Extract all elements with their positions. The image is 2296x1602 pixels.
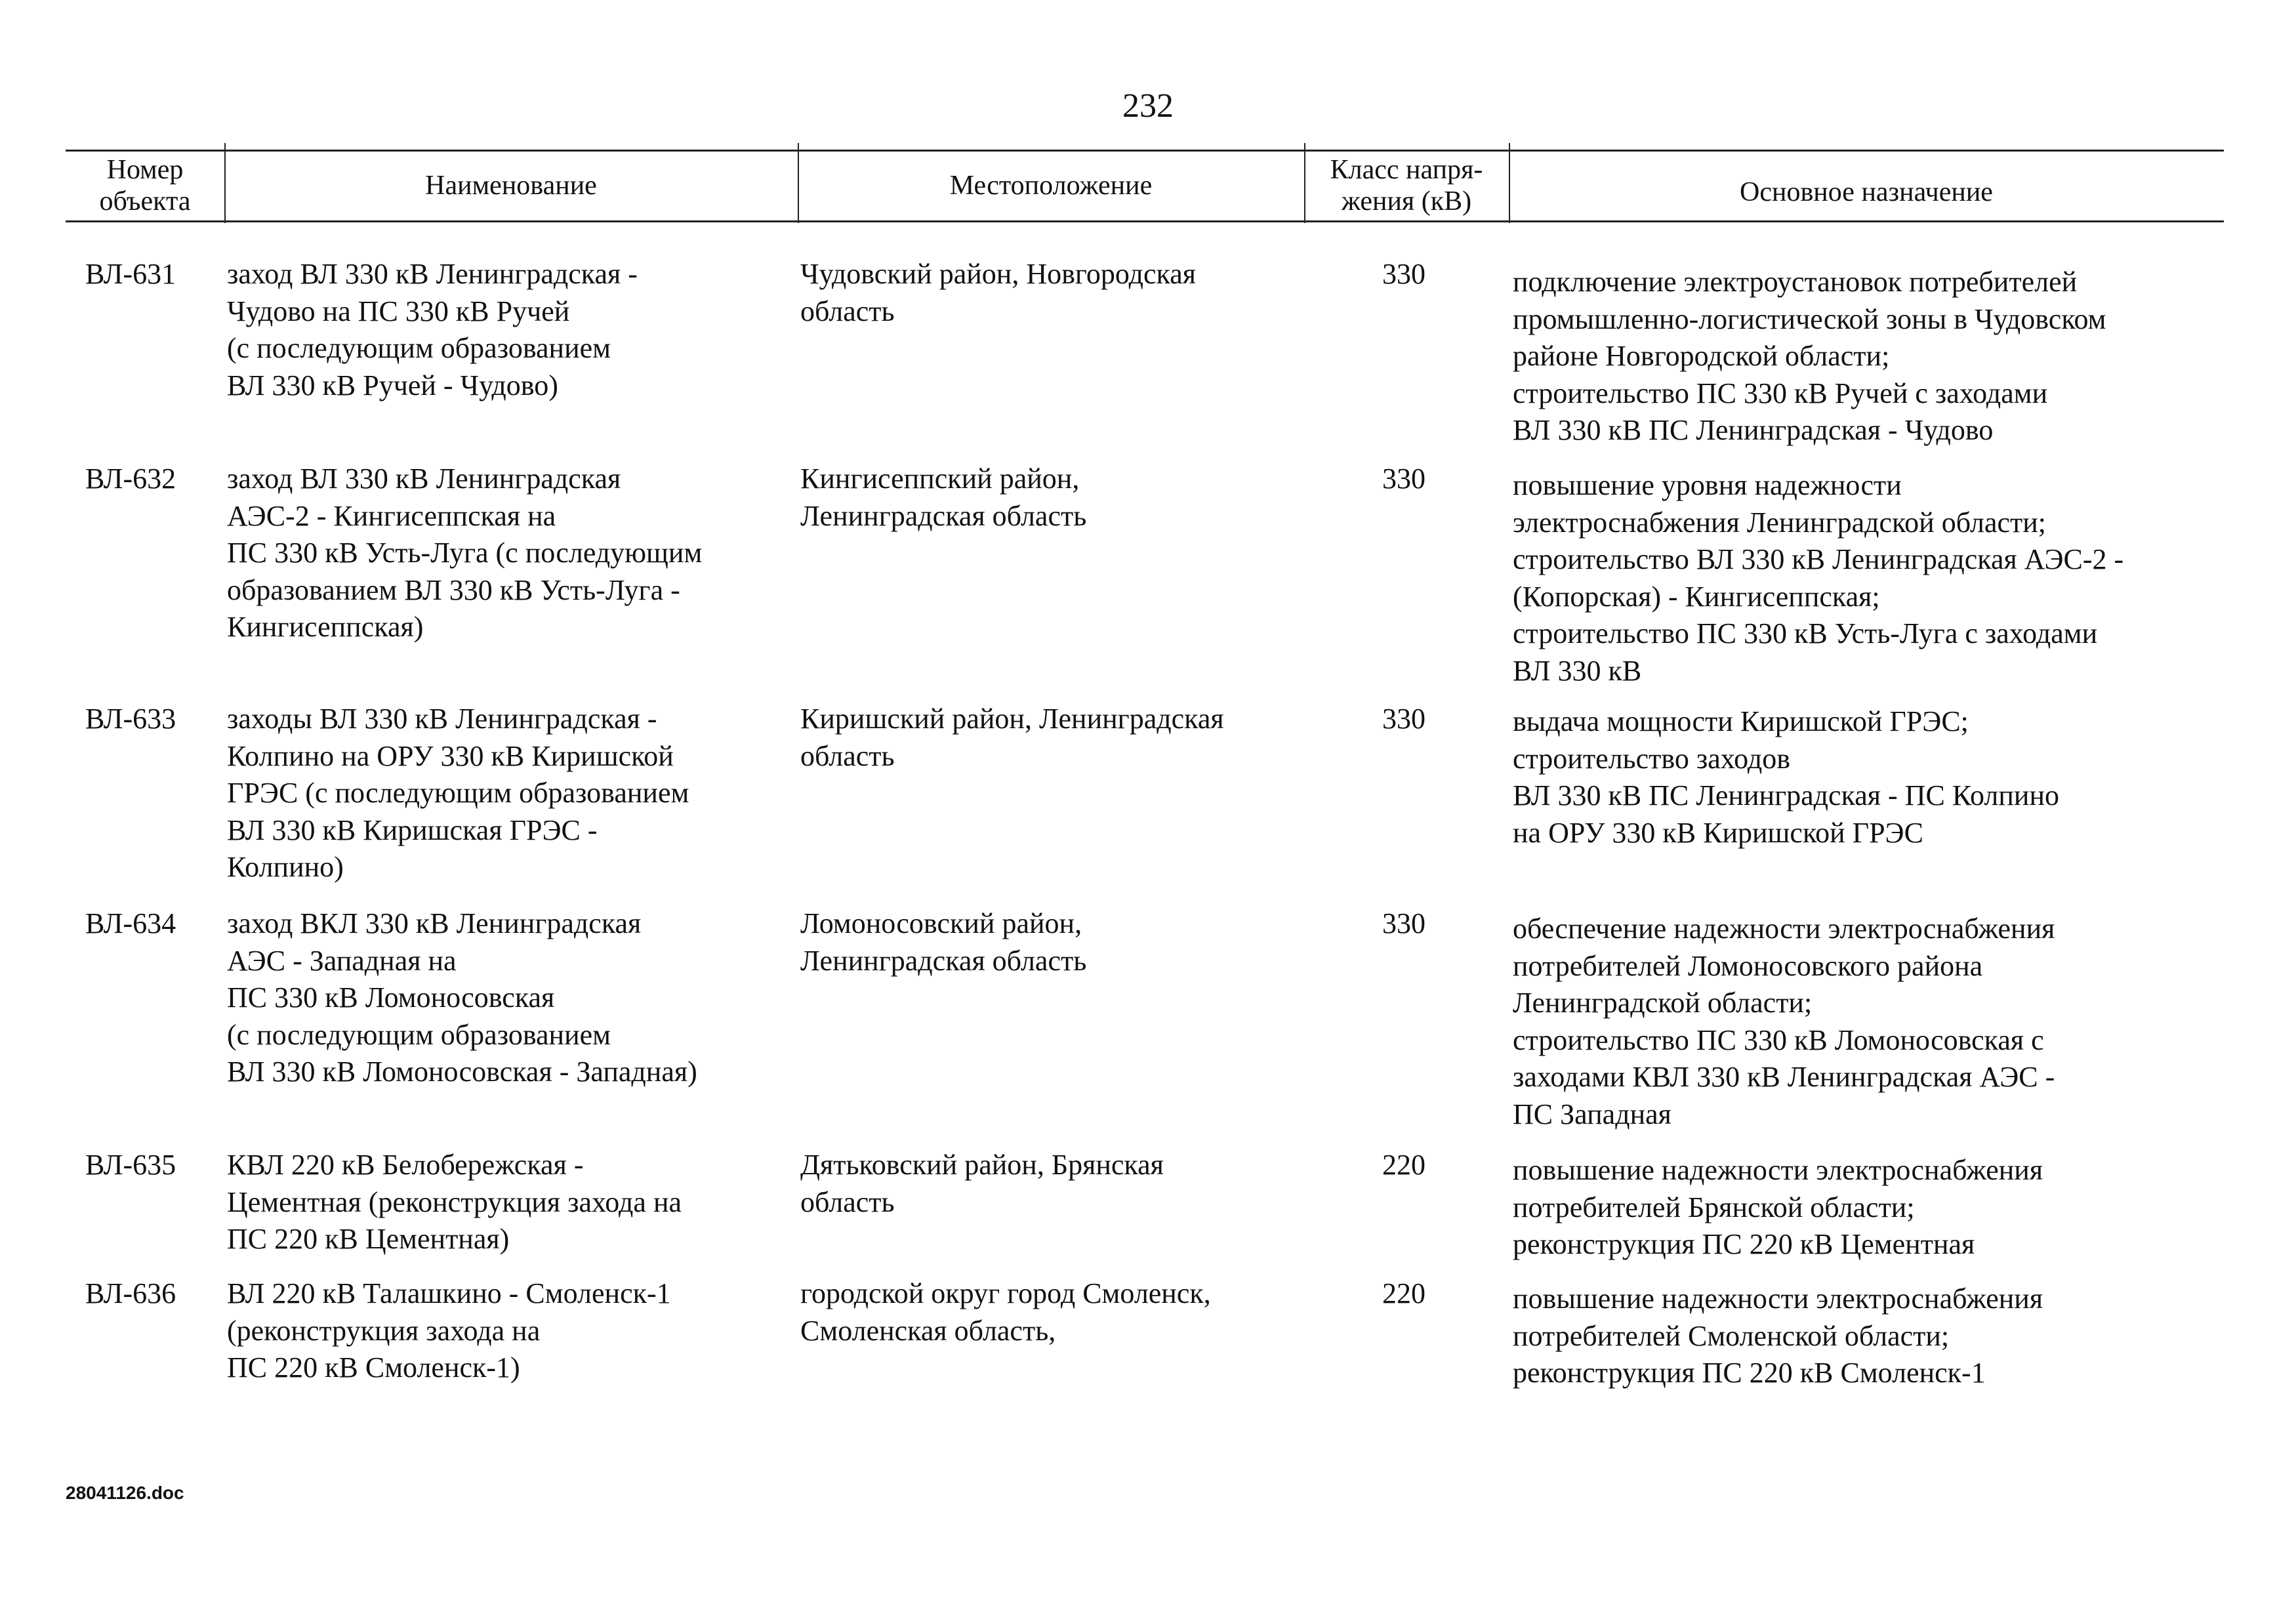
document-filename: 28041126.doc bbox=[66, 1483, 184, 1503]
row-location: Киришский район, Ленинградская область bbox=[800, 703, 1224, 772]
row-voltage: 330 bbox=[1382, 703, 1425, 735]
row-number: ВЛ-632 bbox=[85, 462, 176, 495]
row-number: ВЛ-633 bbox=[85, 703, 176, 735]
row-voltage: 220 bbox=[1382, 1149, 1425, 1181]
page-number: 232 bbox=[1122, 87, 1174, 125]
header-location: Местоположение bbox=[949, 171, 1153, 201]
row-number: ВЛ-631 bbox=[85, 258, 176, 290]
row-purpose: повышение надежности электроснабжения потребителей Брянской области; реконструкция ПС 220 кВ Цементная bbox=[1513, 1154, 2043, 1260]
row-purpose: подключение электроустановок потребителей промышленно-логистической зоны в Чудовском районе Новгородской области; строительство ПС 330 кВ Ручей с заходами ВЛ 330 кВ ПС Ленинградская - Чудово bbox=[1513, 266, 2106, 446]
row-voltage: 330 bbox=[1382, 907, 1425, 939]
row-name: ВЛ 220 кВ Талашкино - Смоленск-1 (реконструкция захода на ПС 220 кВ Смоленск-1) bbox=[227, 1277, 671, 1384]
row-location: Чудовский район, Новгородская область bbox=[800, 258, 1196, 327]
row-number: ВЛ-635 bbox=[85, 1149, 176, 1181]
row-name: заход ВКЛ 330 кВ Ленинградская АЭС - Западная на ПС 330 кВ Ломоносовская (с последующим образованием ВЛ 330 кВ Ломоносовская - Западная) bbox=[227, 907, 697, 1088]
row-voltage: 220 bbox=[1382, 1277, 1425, 1309]
row-purpose: повышение уровня надежности электроснабжения Ленинградской области; строительство ВЛ 330 кВ Ленинградская АЭС-2 - (Копорская) - Кингисеппская; строительство ПС 330 кВ Усть-Луга с заходами ВЛ 330 кВ bbox=[1513, 469, 2124, 687]
row-voltage: 330 bbox=[1382, 462, 1425, 495]
row-purpose: выдача мощности Киришской ГРЭС; строительство заходов ВЛ 330 кВ ПС Ленинградская - ПС Колпино на ОРУ 330 кВ Киришской ГРЭС bbox=[1513, 705, 2059, 849]
row-purpose: обеспечение надежности электроснабжения потребителей Ломоносовского района Ленинградской области; строительство ПС 330 кВ Ломоносовская с заходами КВЛ 330 кВ Ленинградская АЭС - ПС Западная bbox=[1513, 913, 2055, 1130]
header-purpose: Основное назначение bbox=[1740, 177, 1993, 207]
row-location: Кингисеппский район, Ленинградская область bbox=[800, 462, 1087, 532]
row-name: заходы ВЛ 330 кВ Ленинградская - Колпино на ОРУ 330 кВ Киришской ГРЭС (с последующим образованием ВЛ 330 кВ Киришская ГРЭС - Колпино) bbox=[227, 703, 689, 883]
row-name: заход ВЛ 330 кВ Ленинградская - Чудово на ПС 330 кВ Ручей (с последующим образованием ВЛ 330 кВ Ручей - Чудово) bbox=[227, 258, 638, 401]
row-location: Дятьковский район, Брянская область bbox=[800, 1149, 1164, 1218]
header-number: Номер объекта bbox=[99, 155, 191, 216]
row-name: заход ВЛ 330 кВ Ленинградская АЭС-2 - Кингисеппская на ПС 330 кВ Усть-Луга (с последующим образованием ВЛ 330 кВ Усть-Луга - Кингисеппская) bbox=[227, 462, 703, 643]
row-purpose: повышение надежности электроснабжения потребителей Смоленской области; реконструкция ПС 220 кВ Смоленск-1 bbox=[1513, 1283, 2043, 1389]
row-name: КВЛ 220 кВ Белобережская - Цементная (реконструкция захода на ПС 220 кВ Цементная) bbox=[227, 1149, 682, 1255]
row-number: ВЛ-636 bbox=[85, 1277, 176, 1309]
row-location: городской округ город Смоленск, Смоленская область, bbox=[800, 1277, 1211, 1347]
header-name: Наименование bbox=[425, 171, 597, 201]
row-location: Ломоносовский район, Ленинградская область bbox=[800, 907, 1087, 977]
row-voltage: 330 bbox=[1382, 258, 1425, 290]
header-voltage: Класс напря- жения (кВ) bbox=[1330, 155, 1483, 216]
row-number: ВЛ-634 bbox=[85, 907, 176, 939]
